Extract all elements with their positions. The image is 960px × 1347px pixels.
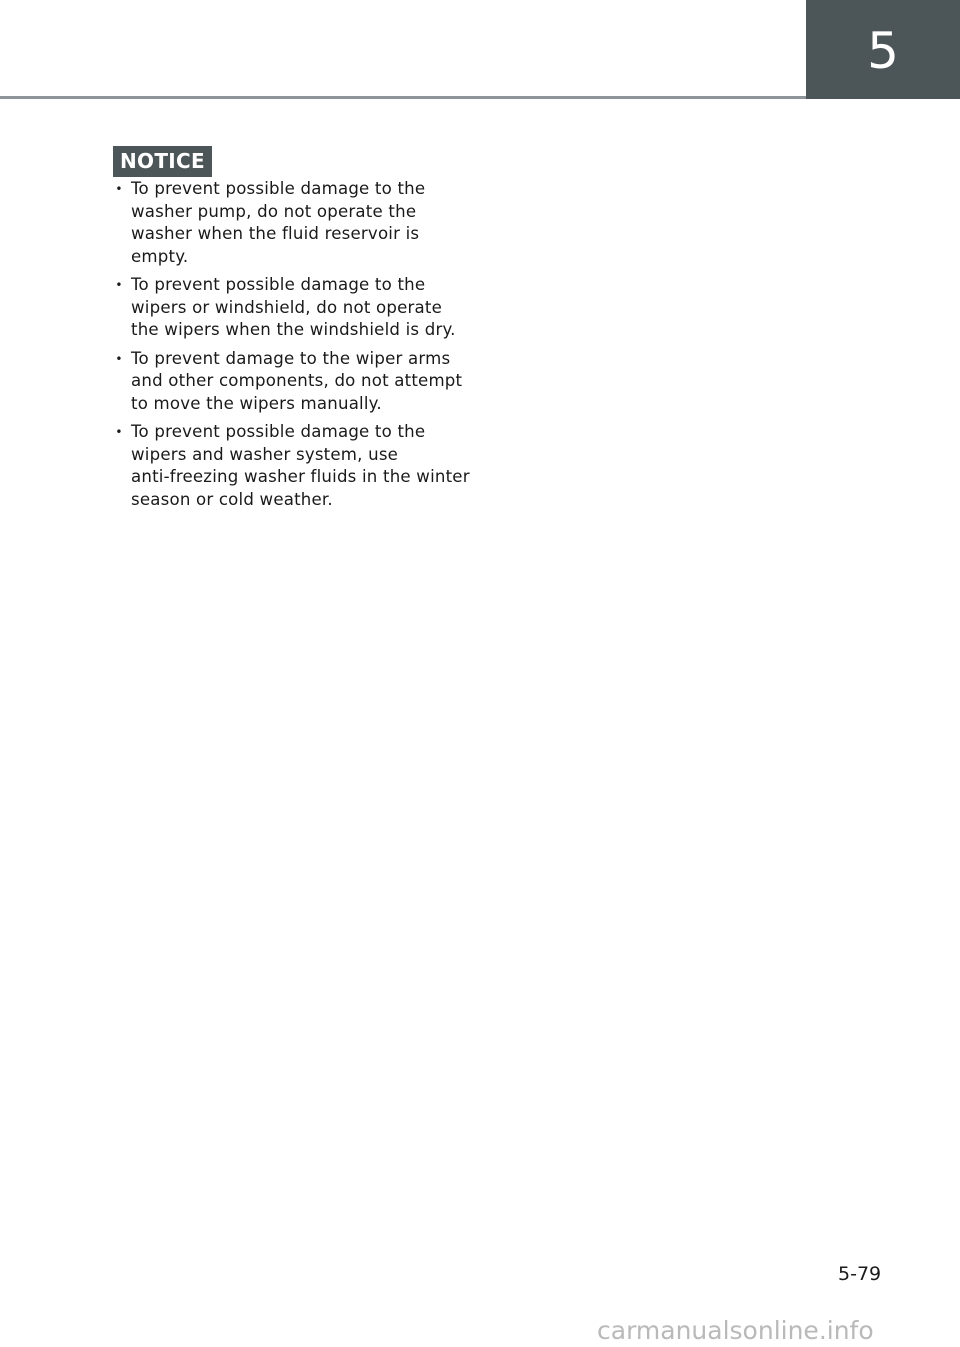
bullet-icon: •	[115, 351, 123, 366]
notice-line: the wipers when the windshield is dry.	[131, 320, 456, 339]
notice-line: empty.	[131, 246, 189, 266]
notice-list	[113, 178, 483, 517]
notice-line: and other components, do not attempt	[131, 371, 463, 390]
notice-line: season or cold weather.	[131, 489, 333, 509]
chapter-tab	[806, 0, 960, 99]
bullet-icon: •	[115, 182, 123, 196]
chapter-number: 5	[867, 21, 899, 80]
notice-line: To prevent possible damage to the	[131, 422, 426, 441]
notice-item	[113, 348, 483, 416]
watermark-link[interactable]: carmanualsonline.info	[597, 1316, 874, 1345]
notice-item	[113, 178, 483, 268]
notice-line: washer when the fluid reservoir is	[131, 224, 420, 243]
bullet-icon: •	[115, 425, 123, 439]
notice-line: wipers or windshield, do not operate	[131, 297, 443, 317]
notice-line: To prevent damage to the wiper arms	[131, 348, 451, 368]
bullet-icon: •	[115, 278, 123, 292]
notice-line: To prevent possible damage to the	[131, 275, 426, 294]
notice-label: NOTICE	[113, 146, 212, 177]
notice-line: washer pump, do not operate the	[131, 201, 417, 221]
notice-line: wipers and washer system, use	[131, 444, 399, 464]
notice-item	[113, 421, 483, 511]
notice-line: anti-freezing washer fluids in the winter	[131, 467, 470, 486]
notice-line: To prevent possible damage to the	[131, 179, 426, 198]
notice-line: to move the wipers manually.	[131, 393, 382, 413]
header-divider	[0, 96, 806, 99]
page-number: 5-79	[838, 1263, 882, 1285]
notice-item	[113, 274, 483, 342]
